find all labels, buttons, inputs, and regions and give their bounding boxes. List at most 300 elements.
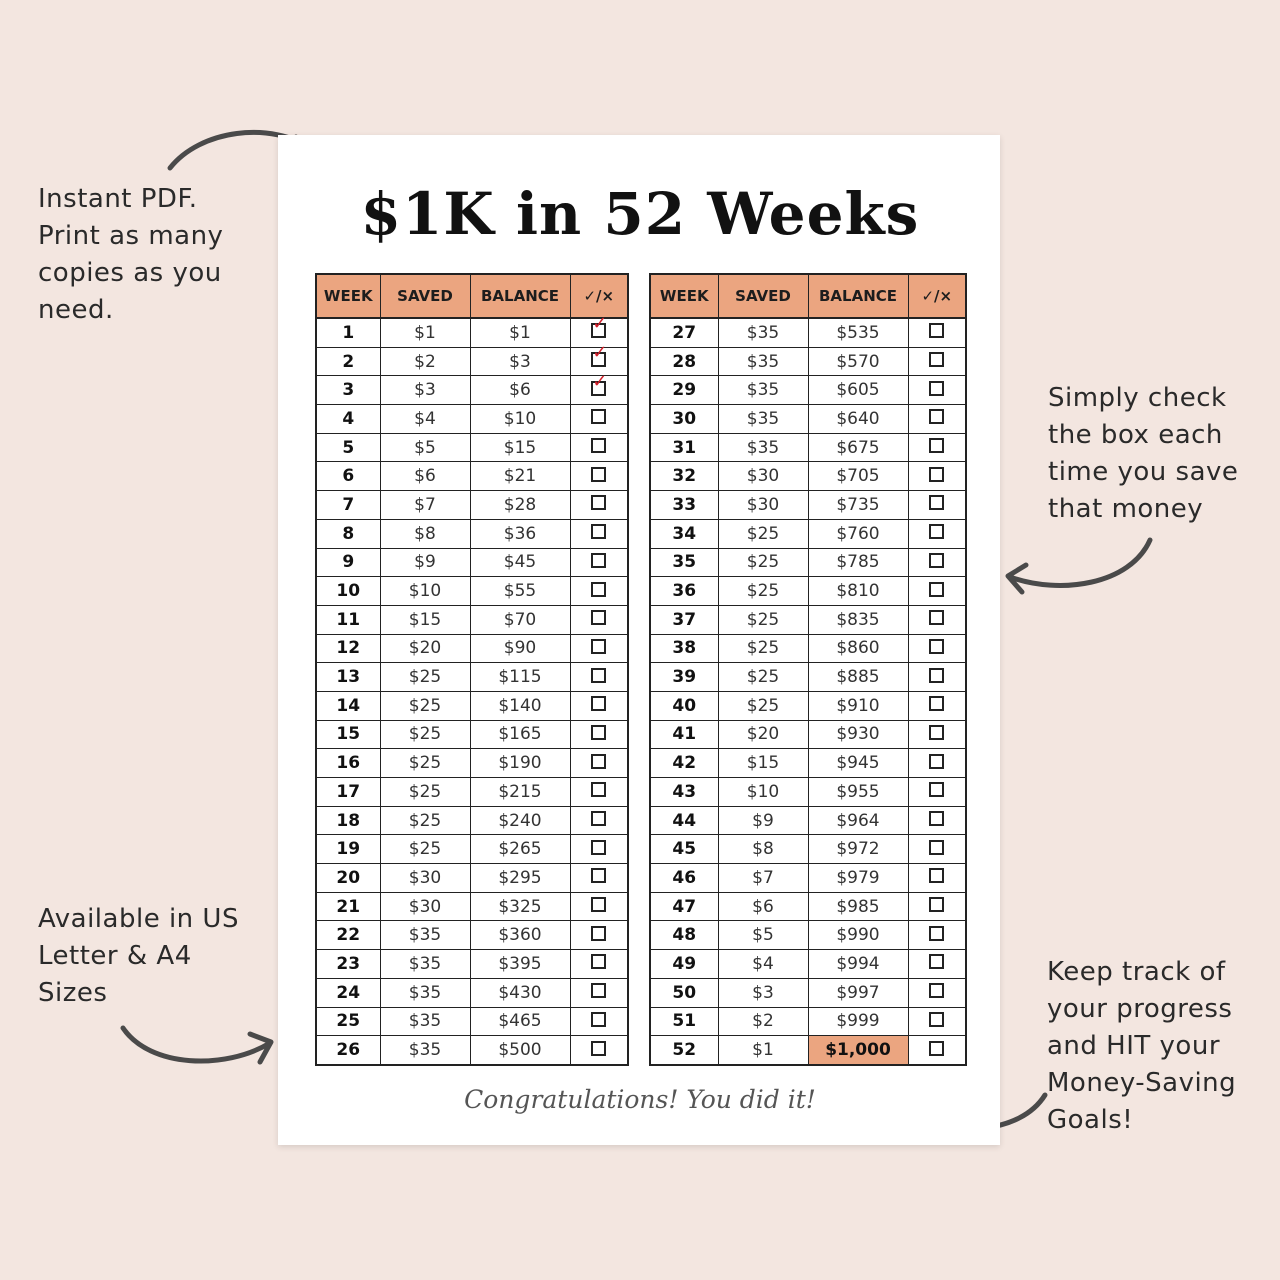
note-line: Available in US (38, 904, 239, 934)
saved-cell: $7 (380, 491, 470, 520)
check-cell (570, 921, 628, 950)
balance-cell: $910 (808, 691, 908, 720)
balance-cell: $215 (470, 778, 570, 807)
check-cell (570, 491, 628, 520)
note-line: the box each (1048, 420, 1223, 450)
check-cell (570, 892, 628, 921)
checkbox-icon[interactable] (591, 782, 606, 797)
check-cell (908, 491, 966, 520)
table-row (650, 548, 966, 577)
week-cell: 44 (650, 806, 718, 835)
check-cell (908, 548, 966, 577)
week-cell: 11 (316, 605, 380, 634)
checkbox-icon[interactable] (929, 639, 944, 654)
balance-cell: $999 (808, 1007, 908, 1036)
table-row (650, 978, 966, 1007)
table-row (650, 663, 966, 692)
checkbox-icon[interactable] (929, 495, 944, 510)
table-row (650, 950, 966, 979)
week-cell: 17 (316, 778, 380, 807)
checkbox-icon[interactable] (929, 754, 944, 769)
checkbox-icon[interactable] (929, 926, 944, 941)
table-row (316, 950, 628, 979)
balance-cell: $985 (808, 892, 908, 921)
saved-cell: $9 (718, 806, 808, 835)
saved-cell: $35 (380, 1036, 470, 1065)
check-cell (908, 691, 966, 720)
week-cell: 42 (650, 749, 718, 778)
balance-cell: $10 (470, 405, 570, 434)
balance-cell: $535 (808, 318, 908, 347)
check-cell (908, 720, 966, 749)
week-cell: 30 (650, 405, 718, 434)
checkbox-icon[interactable] (591, 524, 606, 539)
check-cell (908, 806, 966, 835)
saved-cell: $8 (380, 519, 470, 548)
balance-cell: $972 (808, 835, 908, 864)
checkbox-icon[interactable] (591, 467, 606, 482)
table-row (650, 806, 966, 835)
check-cell (570, 691, 628, 720)
saved-cell: $5 (380, 433, 470, 462)
week-cell: 3 (316, 376, 380, 405)
checkbox-icon[interactable] (591, 409, 606, 424)
checkbox-icon[interactable] (591, 983, 606, 998)
saved-cell: $25 (380, 720, 470, 749)
checkbox-icon[interactable] (929, 352, 944, 367)
saved-cell: $25 (380, 835, 470, 864)
balance-cell: $570 (808, 347, 908, 376)
note-line: that money (1048, 494, 1204, 524)
balance-cell: $3 (470, 347, 570, 376)
check-cell (908, 577, 966, 606)
checkbox-icon[interactable] (591, 868, 606, 883)
saved-cell: $35 (718, 376, 808, 405)
check-cell (570, 433, 628, 462)
checkbox-icon[interactable] (929, 610, 944, 625)
week-cell: 8 (316, 519, 380, 548)
table-row (650, 405, 966, 434)
table-row (316, 405, 628, 434)
check-cell (908, 634, 966, 663)
saved-cell: $10 (380, 577, 470, 606)
check-cell (908, 318, 966, 347)
check-cell (570, 634, 628, 663)
table-row (316, 376, 628, 405)
balance-cell: $735 (808, 491, 908, 520)
check-cell (570, 605, 628, 634)
saved-cell: $30 (380, 864, 470, 893)
balance-cell: $90 (470, 634, 570, 663)
week-cell: 27 (650, 318, 718, 347)
checkbox-icon[interactable] (929, 323, 944, 338)
saved-cell: $30 (718, 491, 808, 520)
saved-cell: $25 (380, 663, 470, 692)
week-cell: 19 (316, 835, 380, 864)
checkbox-icon[interactable] (591, 639, 606, 654)
check-cell (908, 778, 966, 807)
checkbox-icon[interactable] (591, 495, 606, 510)
saved-cell: $4 (380, 405, 470, 434)
saved-cell: $10 (718, 778, 808, 807)
saved-cell: $9 (380, 548, 470, 577)
table-header-row (650, 274, 966, 318)
table-row (650, 318, 966, 347)
table-row (316, 749, 628, 778)
checkbox-icon[interactable] (929, 983, 944, 998)
week-cell: 45 (650, 835, 718, 864)
saved-cell: $25 (718, 577, 808, 606)
saved-cell: $35 (380, 978, 470, 1007)
note-line: Money-Saving (1047, 1068, 1237, 1098)
week-cell: 37 (650, 605, 718, 634)
checkbox-icon[interactable] (929, 668, 944, 683)
balance-cell: $265 (470, 835, 570, 864)
week-cell: 41 (650, 720, 718, 749)
check-cell (908, 663, 966, 692)
week-cell: 36 (650, 577, 718, 606)
saved-cell: $35 (380, 1007, 470, 1036)
saved-cell: $15 (718, 749, 808, 778)
week-cell: 13 (316, 663, 380, 692)
week-cell: 5 (316, 433, 380, 462)
table-row (316, 720, 628, 749)
saved-cell: $35 (718, 347, 808, 376)
checkbox-icon[interactable] (591, 610, 606, 625)
balance-cell: $500 (470, 1036, 570, 1065)
table-header-row (316, 274, 628, 318)
checkbox-icon[interactable] (591, 754, 606, 769)
week-cell: 32 (650, 462, 718, 491)
balance-cell: $1 (470, 318, 570, 347)
table-row (316, 318, 628, 347)
week-cell: 46 (650, 864, 718, 893)
checked-box-icon[interactable] (591, 352, 606, 367)
check-cell (570, 1036, 628, 1065)
check-cell (908, 462, 966, 491)
note-line: Instant PDF. (38, 184, 198, 214)
checkbox-icon[interactable] (591, 1041, 606, 1056)
check-cell (570, 1007, 628, 1036)
checkbox-icon[interactable] (929, 840, 944, 855)
week-cell: 49 (650, 950, 718, 979)
sheet-title: $1K in 52 Weeks (360, 180, 920, 248)
saved-cell: $1 (718, 1036, 808, 1065)
saved-cell: $2 (380, 347, 470, 376)
table-row (316, 778, 628, 807)
saved-cell: $25 (380, 749, 470, 778)
check-cell (570, 864, 628, 893)
table-row (650, 347, 966, 376)
week-cell: 10 (316, 577, 380, 606)
table-row (316, 548, 628, 577)
saved-cell: $35 (718, 405, 808, 434)
checkbox-icon[interactable] (591, 811, 606, 826)
savings-table-right (649, 273, 967, 1066)
week-cell: 48 (650, 921, 718, 950)
balance-cell: $55 (470, 577, 570, 606)
balance-cell: $785 (808, 548, 908, 577)
week-cell: 43 (650, 778, 718, 807)
checkbox-icon[interactable] (591, 696, 606, 711)
saved-cell: $25 (718, 548, 808, 577)
note-line: time you save (1048, 457, 1239, 487)
table-row (650, 491, 966, 520)
balance-cell: $28 (470, 491, 570, 520)
check-cell (908, 433, 966, 462)
saved-cell: $20 (380, 634, 470, 663)
table-row (316, 978, 628, 1007)
saved-cell: $25 (718, 691, 808, 720)
balance-cell: $885 (808, 663, 908, 692)
balance-cell: $930 (808, 720, 908, 749)
checkbox-icon[interactable] (591, 553, 606, 568)
week-cell: 51 (650, 1007, 718, 1036)
balance-cell: $810 (808, 577, 908, 606)
balance-cell: $1,000 (808, 1036, 908, 1065)
checkbox-icon[interactable] (929, 725, 944, 740)
check-cell (570, 519, 628, 548)
week-cell: 39 (650, 663, 718, 692)
saved-cell: $6 (718, 892, 808, 921)
week-cell: 34 (650, 519, 718, 548)
saved-cell: $25 (718, 605, 808, 634)
week-cell: 23 (316, 950, 380, 979)
balance-cell: $325 (470, 892, 570, 921)
balance-cell: $15 (470, 433, 570, 462)
saved-cell: $25 (380, 806, 470, 835)
saved-cell: $2 (718, 1007, 808, 1036)
balance-cell: $295 (470, 864, 570, 893)
table-row (316, 491, 628, 520)
balance-cell: $140 (470, 691, 570, 720)
saved-cell: $20 (718, 720, 808, 749)
check-cell (570, 778, 628, 807)
table-row (650, 720, 966, 749)
saved-cell: $6 (380, 462, 470, 491)
checkbox-icon[interactable] (929, 524, 944, 539)
saved-cell: $35 (380, 950, 470, 979)
note-line: Sizes (38, 978, 108, 1008)
check-cell (570, 720, 628, 749)
balance-cell: $21 (470, 462, 570, 491)
savings-table-left (315, 273, 629, 1066)
saved-cell: $25 (380, 778, 470, 807)
table-row (316, 691, 628, 720)
checkbox-icon[interactable] (929, 1012, 944, 1027)
checkbox-icon[interactable] (591, 897, 606, 912)
week-cell: 40 (650, 691, 718, 720)
header-balance: BALANCE (470, 274, 570, 318)
balance-cell: $990 (808, 921, 908, 950)
balance-cell: $165 (470, 720, 570, 749)
week-cell: 24 (316, 978, 380, 1007)
checkbox-icon[interactable] (591, 668, 606, 683)
table-row (650, 864, 966, 893)
balance-cell: $860 (808, 634, 908, 663)
table-row (650, 892, 966, 921)
table-row (316, 462, 628, 491)
check-cell (570, 950, 628, 979)
note-line: Print as many (38, 221, 224, 251)
table-row (316, 605, 628, 634)
week-cell: 47 (650, 892, 718, 921)
check-cell (908, 835, 966, 864)
table-row (650, 778, 966, 807)
balance-cell: $465 (470, 1007, 570, 1036)
saved-cell: $5 (718, 921, 808, 950)
table-row (316, 663, 628, 692)
balance-cell: $835 (808, 605, 908, 634)
week-cell: 12 (316, 634, 380, 663)
checkbox-icon[interactable] (591, 926, 606, 941)
header-week: WEEK (316, 274, 380, 318)
saved-cell: $1 (380, 318, 470, 347)
week-cell: 22 (316, 921, 380, 950)
week-cell: 6 (316, 462, 380, 491)
week-cell: 38 (650, 634, 718, 663)
table-row (650, 749, 966, 778)
balance-cell: $36 (470, 519, 570, 548)
checkbox-icon[interactable] (591, 725, 606, 740)
check-cell (570, 577, 628, 606)
table-row (650, 376, 966, 405)
week-cell: 35 (650, 548, 718, 577)
checkbox-icon[interactable] (929, 868, 944, 883)
week-cell: 18 (316, 806, 380, 835)
checkbox-icon[interactable] (591, 582, 606, 597)
saved-cell: $25 (380, 691, 470, 720)
check-cell (570, 548, 628, 577)
saved-cell: $25 (718, 519, 808, 548)
week-cell: 7 (316, 491, 380, 520)
checkbox-icon[interactable] (929, 381, 944, 396)
balance-cell: $945 (808, 749, 908, 778)
week-cell: 14 (316, 691, 380, 720)
check-cell (570, 376, 628, 405)
checkbox-icon[interactable] (929, 582, 944, 597)
checkbox-icon[interactable] (929, 467, 944, 482)
table-row (316, 519, 628, 548)
checkbox-icon[interactable] (929, 553, 944, 568)
table-row (316, 347, 628, 376)
header-check: ✓/× (908, 274, 966, 318)
week-cell: 50 (650, 978, 718, 1007)
header-balance: BALANCE (808, 274, 908, 318)
saved-cell: $3 (718, 978, 808, 1007)
checkbox-icon[interactable] (591, 1012, 606, 1027)
check-cell (908, 347, 966, 376)
checkbox-icon[interactable] (591, 954, 606, 969)
balance-cell: $45 (470, 548, 570, 577)
header-week: WEEK (650, 274, 718, 318)
saved-cell: $7 (718, 864, 808, 893)
note-line: Simply check (1048, 383, 1227, 413)
check-cell (908, 1036, 966, 1065)
balance-cell: $705 (808, 462, 908, 491)
check-cell (570, 806, 628, 835)
table-row (316, 433, 628, 462)
check-cell (908, 921, 966, 950)
saved-cell: $30 (718, 462, 808, 491)
checkbox-icon[interactable] (591, 438, 606, 453)
check-cell (570, 749, 628, 778)
table-row (650, 577, 966, 606)
balance-cell: $6 (470, 376, 570, 405)
checkbox-icon[interactable] (929, 782, 944, 797)
note-line: Goals! (1047, 1105, 1134, 1135)
note-line: copies as you (38, 258, 222, 288)
congratulations-text: Congratulations! You did it! (464, 1085, 816, 1114)
checkbox-icon[interactable] (929, 438, 944, 453)
table-row (650, 433, 966, 462)
balance-cell: $964 (808, 806, 908, 835)
table-row (650, 519, 966, 548)
note-line: Letter & A4 (38, 941, 192, 971)
balance-cell: $240 (470, 806, 570, 835)
checkbox-icon[interactable] (591, 840, 606, 855)
table-row (650, 605, 966, 634)
week-cell: 9 (316, 548, 380, 577)
week-cell: 4 (316, 405, 380, 434)
check-cell (570, 462, 628, 491)
check-cell (908, 950, 966, 979)
checkbox-icon[interactable] (929, 811, 944, 826)
checkbox-icon[interactable] (929, 954, 944, 969)
balance-cell: $979 (808, 864, 908, 893)
check-cell (908, 749, 966, 778)
week-cell: 2 (316, 347, 380, 376)
table-row (316, 892, 628, 921)
balance-cell: $395 (470, 950, 570, 979)
balance-cell: $994 (808, 950, 908, 979)
balance-cell: $675 (808, 433, 908, 462)
table-row (650, 462, 966, 491)
table-row (316, 577, 628, 606)
balance-cell: $70 (470, 605, 570, 634)
checkbox-icon[interactable] (929, 897, 944, 912)
table-row (650, 835, 966, 864)
note-line: Keep track of (1047, 957, 1226, 987)
saved-cell: $4 (718, 950, 808, 979)
note-line: your progress (1047, 994, 1233, 1024)
table-row (316, 835, 628, 864)
table-row (316, 864, 628, 893)
checked-box-icon[interactable] (591, 323, 606, 338)
note-line: need. (38, 295, 114, 325)
checked-box-icon[interactable] (591, 381, 606, 396)
week-cell: 28 (650, 347, 718, 376)
checkbox-icon[interactable] (929, 409, 944, 424)
check-cell (908, 892, 966, 921)
check-cell (908, 978, 966, 1007)
balance-cell: $997 (808, 978, 908, 1007)
check-cell (908, 605, 966, 634)
note-line: and HIT your (1047, 1031, 1221, 1061)
checkbox-icon[interactable] (929, 1041, 944, 1056)
table-row (650, 1036, 966, 1065)
checkbox-icon[interactable] (929, 696, 944, 711)
check-cell (908, 1007, 966, 1036)
week-cell: 1 (316, 318, 380, 347)
balance-cell: $605 (808, 376, 908, 405)
check-cell (908, 864, 966, 893)
week-cell: 15 (316, 720, 380, 749)
week-cell: 31 (650, 433, 718, 462)
saved-cell: $35 (380, 921, 470, 950)
table-row (316, 1007, 628, 1036)
saved-cell: $25 (718, 663, 808, 692)
